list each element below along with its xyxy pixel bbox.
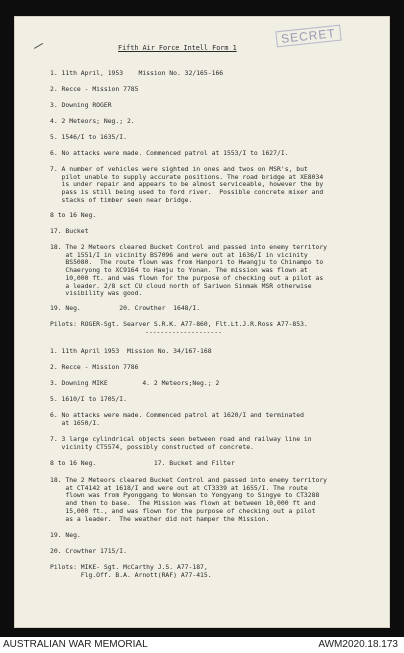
report1-line7: 7. A number of vehicles were sighted in ones and twos on MSR's, but pilot unable to supply accurate positions. The road bridge at XE8034 is under repair and appears to be almost serviceable, however the by pass is still being used to ford river. Possible concrete mixer and stacks of timber seen near bridge. (50, 165, 324, 204)
report1-line8: 8 to 16 Neg. (50, 211, 97, 219)
report2-line5: 5. 1610/I to 1705/I. (50, 395, 127, 403)
archive-name: AUSTRALIAN WAR MEMORIAL (3, 639, 148, 650)
report2-line3: 3. Downing MIKE 4. 2 Meteors;Neg.; 2 (50, 379, 220, 387)
report2-line19: 19. Neg. (50, 531, 81, 539)
report2-line20: 20. Crowther 1715/I. (50, 547, 127, 555)
report2-line7: 7. 3 large cylindrical objects seen between road and railway line in vicinity CT5574, possibly constructed of concrete. (50, 435, 312, 451)
secret-stamp: SECRET (275, 25, 341, 48)
hole-punch-mark (34, 43, 46, 54)
report1-line4: 4. 2 Meteors; Neg.; 2. (50, 117, 135, 125)
archive-reference: AWM2020.18.173 (318, 639, 398, 650)
separator-line: -------------------- (145, 328, 222, 336)
report1-pilots: Pilots: ROGER-Sgt. Searver S.R.K. A77-860, Flt.Lt.J.R.Ross A77-853. (50, 320, 308, 328)
report1-line2: 2. Recce - Mission 7785 (50, 85, 139, 93)
document-page (14, 16, 390, 628)
report1-line3: 3. Downing ROGER (50, 101, 112, 109)
report2-line8: 8 to 16 Neg. 17. Bucket and Filter (50, 459, 235, 467)
report2-pilots: Pilots: MIKE- Sgt. McCarthy J.S. A77-187, Flg.Off. B.A. Arnott(RAF) A77-415. (50, 563, 212, 579)
form-heading: Fifth Air Force Intell Form 1 (118, 44, 237, 52)
report2-line2: 2. Recce - Mission 7786 (50, 363, 139, 371)
report1-line17: 17. Bucket (50, 227, 89, 235)
report1-line18: 18. The 2 Meteors cleared Bucket Control and passed into enemy territory at 1551/I in vicinity BS7096 and were out at 1636/I in vicinity BS5080. The route flown was from Hanpori to Hwangju to Chinampo to Chaeryong to XC9164 to Haeju to Yonan. The mission was flown at 10,000 ft. and was flown for the purpose of checking out a pilot as a leader. 2/8 sct CU cloud north of Sariwon Sinmak MSR otherwise visibility was good. (50, 243, 328, 298)
report1-line6: 6. No attacks were made. Commenced patrol at 1553/I to 1627/I. (50, 149, 289, 157)
report2-line18: 18. The 2 Meteors cleared Bucket Control and passed into enemy territory at CT4142 at 1618/I and were out at CT3339 at 1655/I. The route flown was from Pyonggang to Wonsan to Yongyang to Singye to CT3288 and then to base. The Mission was flown at between 10,000 ft and 15,000 ft., and was flown for the purpose of checking out a pilot as a leader. The weather did not hamper the Mission. (50, 476, 328, 523)
report1-line5: 5. 1546/I to 1635/I. (50, 133, 127, 141)
archive-footer (0, 637, 404, 653)
report2-line6: 6. No attacks were made. Commenced patrol at 1620/I and terminated at 1650/I. (50, 411, 304, 427)
report2-line1: 1. 11th April 1953 Mission No. 34/167-168 (50, 347, 212, 355)
report1-line19: 19. Neg. 20. Crowther 1648/I. (50, 304, 201, 312)
report1-line1: 1. 11th April, 1953 Mission No. 32/165-166 (50, 69, 224, 77)
